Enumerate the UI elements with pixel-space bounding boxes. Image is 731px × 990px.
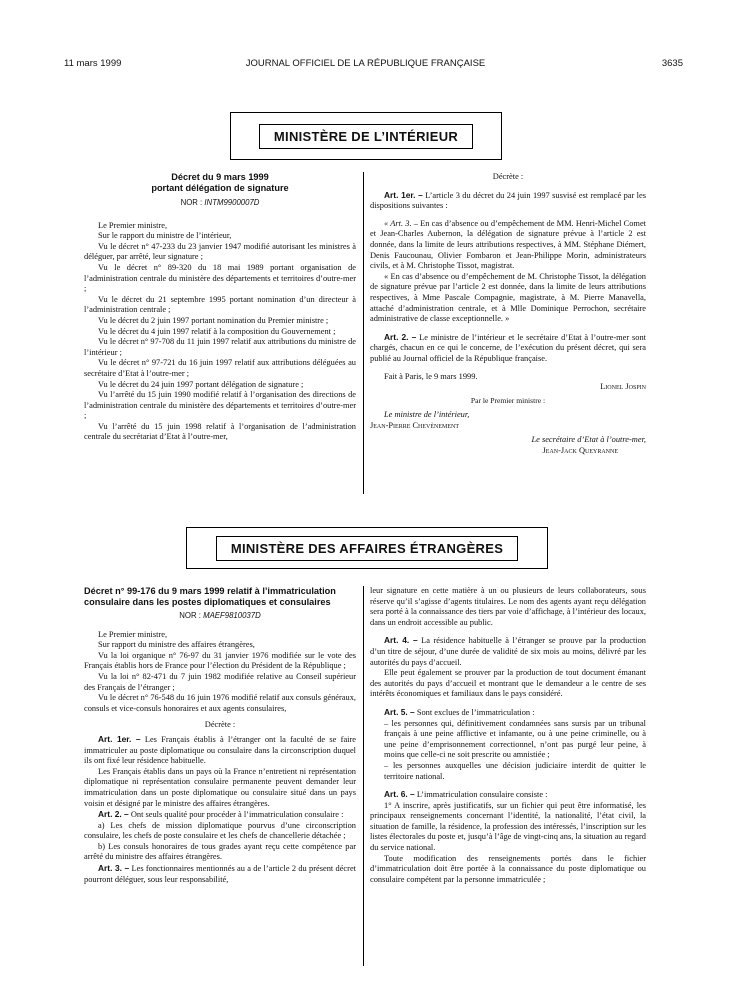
article-1-paragraph-2: Les Français établis dans un pays où la France n’entretient ni représentation diplomatique ni représentation consulaire permanente peuvent demander leur immatriculation dans un poste diplomatique ou consulaire situé dans un pays voisin et désigné par le ministre des affaires étrangères. xyxy=(84,766,356,808)
article-5-item-1: – les personnes qui, définitivement condamnées sans sursis par un tribunal français à une peine afflictive et infamante, ou à une peine criminelle, ou à une peine d’emprisonnement correctionnel, n’ont pas purgé leur peine, à moins que celle-ci ne soit prescrite ou amnistiée ; xyxy=(384,718,646,760)
visa-line: Vu le décret n° 97-708 du 11 juin 1997 relatif aux attributions du ministre de l’intérieur ; xyxy=(84,337,356,357)
article-1-quote-1: « Art. 3. – En cas d’absence ou d’empêchement de MM. Henri-Michel Comet et Jean-Charles Aubernon, la délégation de signature prévue à l’article 2 est donnée, dans la limite de leurs attributions respectives, à MM. Stéphane Diémert, Denis Faucounau, Olivier Fombaron et Jean-Philippe Morin, administrateurs civils, et à M. Christophe Tissot, magistrat. xyxy=(370,218,646,271)
nor-code: INTM9900007D xyxy=(204,198,260,207)
article-6-item-1: 1° A inscrire, après justificatifs, sur un fichier qui peut être informatisé, les principaux renseignements concernant l’identité, la nationalité, l’état civil, la situation de famille, la résidence, la profession des intéressés, l’inscription sur les listes électorales du poste et, jusqu’à l’âge de vingt-cinq ans, la situation au regard du service national. xyxy=(370,800,646,853)
visa-line: Sur rapport du ministre des affaires étrangères, xyxy=(98,640,255,650)
article-3: Art. 3. – Les fonctionnaires mentionnés au a de l’article 2 du présent décret pourront déléguer, sous leur responsabilité, xyxy=(84,863,356,884)
decrete-heading: Décrète : xyxy=(492,172,524,181)
secretary-title: Le secrétaire d’Etat à l’outre-mer, xyxy=(531,435,646,445)
fait-a-paris: Fait à Paris, le 9 mars 1999. xyxy=(384,371,478,381)
header-date: 11 mars 1999 xyxy=(64,58,122,69)
visa-line: Vu le décret du 24 juin 1997 portant délégation de signature ; xyxy=(98,379,304,389)
article-2-item-b: b) Les consuls honoraires de tous grades ayant reçu cette compétence par arrêté du ministre des affaires étrangères. xyxy=(84,841,356,862)
article-4: Art. 4. – La résidence habituelle à l’étranger se prouve par la production d’un titre de séjour, d’une durée de validité de six mois au moins, délivré par les autorités du pays d’accueil. xyxy=(370,635,646,667)
minister-name: Jean-Pierre Chevènement xyxy=(370,420,460,430)
article-2-item-a: a) Les chefs de mission diplomatique pourvus d’une circonscription consulaire, les chefs de poste consulaire et les chefs de chancellerie détachée ; xyxy=(84,820,356,841)
section1-right-column xyxy=(370,172,646,457)
article-5: Art. 5. – Sont exclues de l’immatriculation : xyxy=(384,706,535,717)
article-3-continued: leur signature en cette matière à un ou plusieurs de leurs collaborateurs, sous réserve qu’il s’agisse d’agents titulaires. Le nom des agents ayant reçu délégation sera porté à la connaissance des tiers par voie d’affichage, à l’intérieur des locaux, dans un endroit accessible au public. xyxy=(370,586,646,627)
header-journal: JOURNAL OFFICIEL DE LA RÉPUBLIQUE FRANÇAISE xyxy=(245,58,486,69)
visa-line: Vu le décret du 2 juin 1997 portant nomination du Premier ministre ; xyxy=(98,315,329,325)
visa-line: Vu le décret n° 97-721 du 16 juin 1997 relatif aux attributions déléguées au secrétaire d’Etat à l’outre-mer ; xyxy=(84,358,356,378)
article-1: Art. 1er. – L’article 3 du décret du 24 juin 1997 susvisé est remplacé par les dispositions suivantes : xyxy=(370,189,646,211)
header-page-number: 3635 xyxy=(661,58,683,69)
article-1-quote-2: « En cas d’absence ou d’empêchement de M. Christophe Tissot, la délégation de signature prévue par l’article 2 est donnée, dans la limite de leurs attributions respectives, à Mme Pascale Compagnie, magistrate, à M. Pierre Manavella, attaché d’administration centrale, et à Mlle Dominique Perrochon, secrétaire administrative de classe exceptionnelle. » xyxy=(370,271,646,324)
ministry-banner-affaires-etrangeres xyxy=(186,527,548,569)
decree-nor: NOR : INTM9900007D xyxy=(180,198,260,207)
section1-left-column xyxy=(84,172,356,443)
secretary-name: Jean-Jack Queyranne xyxy=(542,446,618,456)
visa-line: Vu le décret n° 47-233 du 23 janvier 1947 modifié autorisant les ministres à déléguer, par arrêté, leur signature ; xyxy=(84,241,356,262)
visa-line: Vu l’arrêté du 15 juin 1990 modifié relatif à l’organisation des directions de l’administration centrale du ministère des départements et territoires d’outre-mer ; xyxy=(84,390,356,421)
ministry-banner-interieur xyxy=(230,112,502,160)
section2-right-column xyxy=(370,586,646,885)
visa-line: Sur le rapport du ministre de l’intérieur, xyxy=(98,231,232,241)
column-divider xyxy=(363,586,364,966)
visa-line: Vu la loi n° 82-471 du 7 juin 1982 modifiée relative au Conseil supérieur des Français de l’étranger ; xyxy=(84,671,356,692)
ministry-title-affaires-etrangeres: MINISTÈRE DES AFFAIRES ÉTRANGÈRES xyxy=(216,536,518,561)
nor-code: MAEF9810037D xyxy=(203,611,261,620)
column-divider xyxy=(363,172,364,494)
page-header xyxy=(44,58,687,72)
decree-title: Décret du 9 mars 1999 xyxy=(171,172,269,182)
decrete-heading: Décrète : xyxy=(204,720,236,730)
visa-line: Vu le décret du 21 septembre 1995 portant nomination d’un directeur à l’administration centrale ; xyxy=(84,294,356,315)
decree-nor: NOR : MAEF9810037D xyxy=(179,611,261,620)
visa-line: Vu le décret n° 76-548 du 16 juin 1976 modifié relatif aux consuls généraux, consuls et vice-consuls honoraires et aux agents consulaires, xyxy=(84,693,356,713)
article-6-paragraph-2: Toute modification des renseignements portés dans le fichier d’immatriculation doit être portée à la connaissance du poste diplomatique ou consulaire compétent par la personne immatriculée ; xyxy=(370,853,646,884)
par-le-premier-ministre: Par le Premier ministre : xyxy=(470,395,546,405)
decree-title: Décret n° 99-176 du 9 mars 1999 relatif à l’immatriculation consulaire dans les postes diplomatiques et consulaires xyxy=(84,586,336,607)
visa-line: Le Premier ministre, xyxy=(98,220,168,230)
decree-subtitle: portant délégation de signature xyxy=(151,183,289,193)
article-6: Art. 6. – L’immatriculation consulaire consiste : xyxy=(384,789,548,800)
section2-left-column xyxy=(84,586,356,885)
article-2: Art. 2. – Le ministre de l’intérieur et le secrétaire d’Etat à l’outre-mer sont chargés, chacun en ce qui le concerne, de l’exécution du présent décret, qui sera publié au Journal officiel de la République française. xyxy=(370,331,646,363)
visa-line: Vu la loi organique n° 76-97 du 31 janvier 1976 modifiée sur le vote des Français établis hors de France pour l’élection du Président de la République ; xyxy=(84,650,356,671)
visa-line: Vu le décret n° 89-320 du 18 mai 1989 portant organisation de l’administration centrale du ministère des départements et territoires d’outre-mer ; xyxy=(84,262,356,294)
minister-title: Le ministre de l’intérieur, xyxy=(384,410,470,420)
visa-line: Vu le décret du 4 juin 1997 relatif à la composition du Gouvernement ; xyxy=(98,326,336,336)
article-1: Art. 1er. – Les Français établis à l’étranger ont la faculté de se faire immatriculer au poste diplomatique ou consulaire dans la circonscription duquel ils ont fixé leur résidence habituelle. xyxy=(84,733,356,766)
visa-line: Vu l’arrêté du 15 juin 1998 relatif à l’organisation de l’administration centrale du secrétariat d’Etat à l’outre-mer, xyxy=(84,421,356,442)
signature-premier-ministre: Lionel Jospin xyxy=(600,382,646,392)
article-2: Art. 2. – Ont seuls qualité pour procéder à l’immatriculation consulaire : xyxy=(98,809,344,820)
ministry-title-interieur: MINISTÈRE DE L’INTÉRIEUR xyxy=(259,124,473,149)
article-4-paragraph-2: Elle peut également se prouver par la production de tout document émanant des autorités du pays d’accueil et montrant que le demandeur a le centre de ses intérêts économiques et familiaux dans le pays considéré. xyxy=(370,668,646,699)
visa-line: Le Premier ministre, xyxy=(98,629,168,639)
article-5-item-2: – les personnes auxquelles une décision judiciaire interdit de quitter le territoire national. xyxy=(384,760,646,781)
